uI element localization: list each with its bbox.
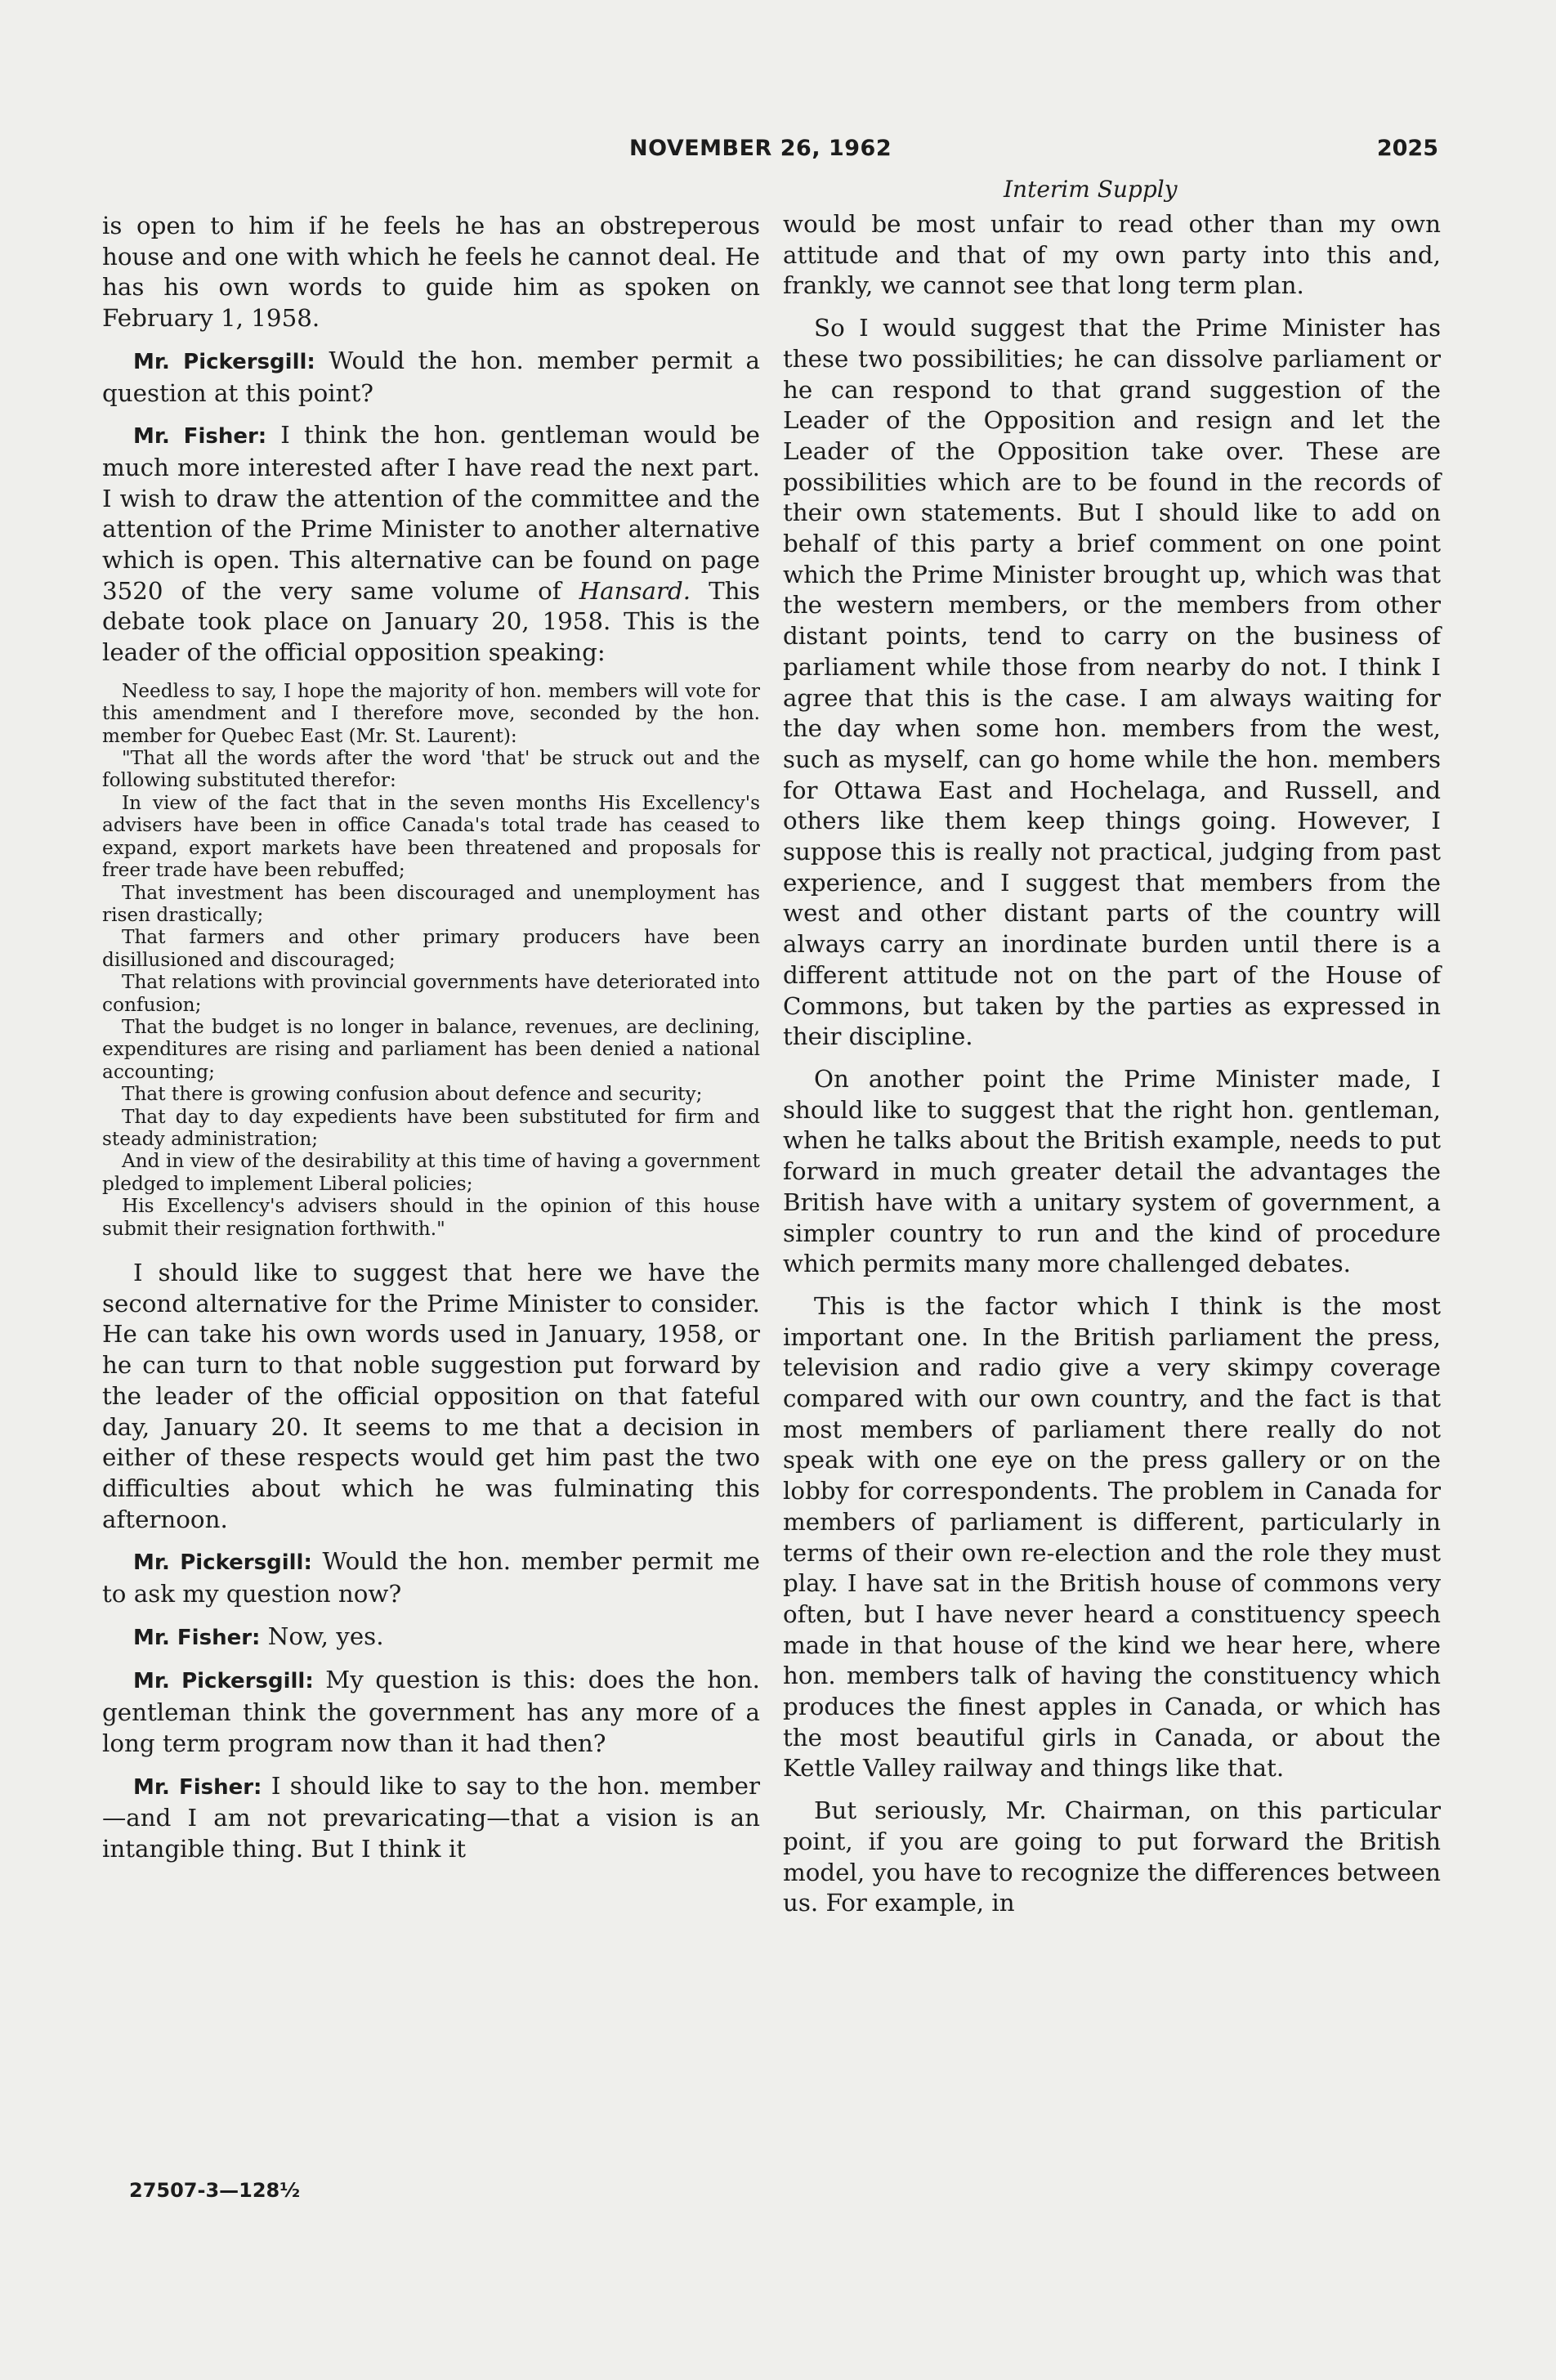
right-column (783, 209, 1441, 1930)
quote-line: That there is growing confusion about defence and security; (122, 1083, 703, 1106)
speaker-name: Mr. Fisher: (133, 424, 267, 450)
paragraph: So I would suggest that the Prime Minister has these two possibilities; he can dissolve parliament or he can respond to that grand suggestion of the Leader of the Opposition and resign and let the Leader of the Opposition take over. These are possibilities which are to be found in the records of their own statements. But I should like to add on behalf of this party a brief comment on one point which the Prime Minister brought up, which was that the western members, or the members from other distant points, tend to carry on the business of parliament while those from nearby do not. I think I agree that this is the case. I am always waiting for the day when some hon. members from the west, such as myself, can go home while the hon. members for Ottawa East and Hochelaga, and Russell, and others like them keep things going. However, I suppose this is really not practical, judging from past experience, and I suggest that members from the west and other distant parts of the country will always carry an inordinate burden until there is a different attitude not on the part of the House of Commons, but taken by the parties as expressed in their discipline. (783, 314, 1441, 1051)
header-date: NOVEMBER 26, 1962 (629, 136, 892, 161)
paragraph (102, 1546, 760, 1609)
speaker-name: Mr. Fisher: (133, 1625, 261, 1650)
speaker-name: Mr. Pickersgill: (133, 1669, 314, 1694)
speaker-name: Mr. Pickersgill: (133, 1550, 312, 1576)
speech-text: I should like to say to the hon. member—and I am not prevaricating—that a vision is an intangible thing. But I think it (102, 1771, 760, 1863)
paragraph (102, 1665, 760, 1759)
paragraph (102, 1622, 760, 1654)
paragraph (102, 420, 760, 669)
quote-line: That investment has been discouraged and unemployment has risen drastically; (102, 881, 760, 926)
paragraph: This is the factor which I think is the most important one. In the British parliament the press, television and radio give a very skimpy coverage compared with our own country, and the fact is that most members of parliament there really do not speak with one eye on the press gallery or on the lobby for correspondents. The problem in Canada for members of parliament is different, particularly in terms of their own re-election and the role they must play. I have sat in the British house of commons very often, but I have never heard a constituency speech made in that house of the kind we hear here, where hon. members talk of having the constituency which produces the finest apples in Canada, or which has the most beautiful girls in Canada, or about the Kettle Valley railway and things like that. (783, 1291, 1441, 1783)
speaker-name: Mr. Fisher: (133, 1774, 262, 1800)
quote-line: That the budget is no longer in balance, revenues, are declining, expenditures are rising and parliament has been denied a national accounting; (102, 1015, 760, 1083)
speech-text: My question is this: does the hon. gentleman think the government has any more of a long term program now than it had then? (102, 1666, 760, 1757)
quote-line: And in view of the desirability at this time of having a government pledged to implement Liberal policies; (102, 1150, 760, 1195)
quote-line: That day to day expedients have been substituted for firm and steady administration; (102, 1105, 760, 1150)
speech-text: Would the hon. member permit me to ask my question now? (102, 1547, 760, 1608)
page-number: 2025 (1376, 136, 1438, 161)
speech-text: Now, yes. (267, 1622, 384, 1650)
quote-line: "That all the words after the word 'that' be struck out and the following substituted therefor: (102, 747, 760, 792)
paragraph: is open to him if he feels he has an obstreperous house and one with which he feels he cannot deal. He has his own words to guide him as spoken on February 1, 1958. (102, 212, 760, 333)
speaker-name: Mr. Pickersgill: (133, 349, 315, 374)
footer-code: 27507-3—128½ (129, 2179, 301, 2202)
italic-reference: Hansard. (579, 576, 691, 605)
section-title: Interim Supply (1004, 176, 1178, 203)
paragraph (102, 1771, 760, 1865)
speech-text: Would the hon. member permit a question at this point? (102, 346, 760, 407)
quote-line: That relations with provincial governments have deteriorated into confusion; (102, 971, 760, 1016)
paragraph (102, 346, 760, 409)
quote-line: His Excellency's advisers should in the opinion of this house submit their resignation forthwith." (102, 1195, 760, 1240)
paragraph: On another point the Prime Minister made, I should like to suggest that the right hon. gentleman, when he talks about the British example, needs to put forward in much greater detail the advantages the British have with a unitary system of government, a simpler country to run and the kind of procedure which permits many more challenged debates. (783, 1064, 1441, 1278)
paragraph: But seriously, Mr. Chairman, on this particular point, if you are going to put forward the British model, you have to recognize the differences between us. For example, in (783, 1796, 1441, 1917)
speech-text: I think the hon. gentleman would be much more interested after I have read the next part. I wish to draw the attention of the committee and the attention of the Prime Minister to another alternative which is open. This alternative can be found on page 3520 of the very same volume of (102, 421, 760, 605)
paragraph: would be most unfair to read other than my own attitude and that of my own party into this and, frankly, we cannot see that long term plan. (783, 210, 1441, 300)
speech-text: This debate took place on January 20, 1958. This is the leader of the official opposition speaking: (102, 576, 760, 667)
paragraph: I should like to suggest that here we have the second alternative for the Prime Minister to consider. He can take his own words used in January, 1958, or he can turn to that noble suggestion put forward by the leader of the official opposition on that fateful day, January 20. It seems to me that a decision in either of these respects would get him past the two difficulties about which he was fulminating this afternoon. (102, 1259, 760, 1533)
left-column (102, 211, 760, 1877)
quote-line: That farmers and other primary producers have been disillusioned and discouraged; (102, 926, 760, 971)
quoted-amendment (102, 680, 760, 1240)
quote-line: Needless to say, I hope the majority of hon. members will vote for this amendment and I therefore move, seconded by the hon. member for Quebec East (Mr. St. Laurent): (102, 679, 760, 747)
quote-line: In view of the fact that in the seven months His Excellency's advisers have been in office Canada's total trade has ceased to expand, export markets have been threatened and proposals for freer trade have been rebuffed; (102, 791, 760, 882)
